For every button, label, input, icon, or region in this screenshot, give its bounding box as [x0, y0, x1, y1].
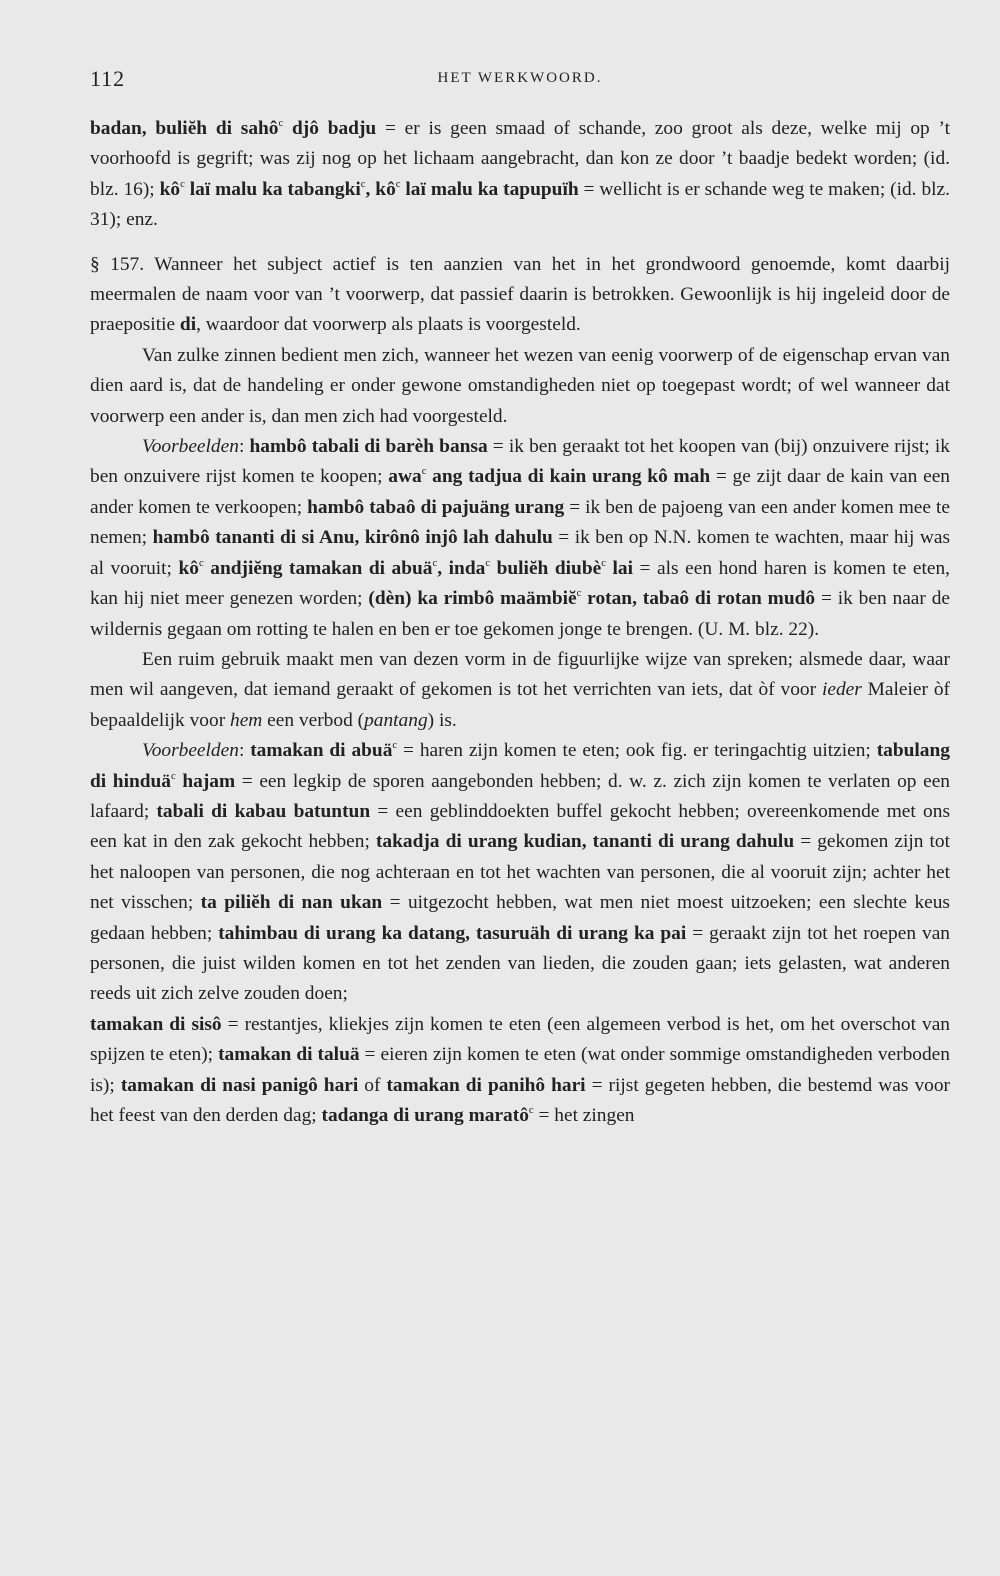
- superscript-marker: c: [360, 177, 366, 190]
- body-text: = ik ben op N.N. komen te wachten, maar hij was al vooruit;: [90, 527, 950, 579]
- malay-term: di: [179, 314, 197, 336]
- body-text: = ge zijt daar de kain van een ander komen te verkoopen;: [90, 466, 951, 518]
- paragraph: [90, 1010, 950, 1132]
- paragraph: [90, 341, 950, 432]
- superscript-marker: c: [392, 739, 398, 752]
- italic-text: Voorbeelden: [142, 436, 239, 458]
- malay-term: ang tadjua di kain urang kô mah: [426, 466, 711, 488]
- body-text: = er is geen smaad of schande, zoo groot als deze, welke mij op ’t voorhoofd is gegrift; was zij nog op het lichaam aangebracht, dan kon ze door ’t baadje bedekt worden; (id. blz. 16);: [90, 118, 950, 200]
- malay-term: tamakan di taluä: [218, 1044, 360, 1066]
- superscript-marker: c: [278, 117, 284, 129]
- paragraph: [90, 645, 950, 736]
- body-text: ) is.: [427, 709, 457, 731]
- malay-term: buliĕh diubè: [490, 557, 602, 579]
- body-text: = ik ben geraakt tot het koopen van (bij) onzuivere rijst; ik ben onzuivere rijst komen te koopen;: [90, 436, 951, 488]
- malay-term: , inda: [437, 557, 486, 579]
- superscript-marker: c: [395, 177, 401, 190]
- malay-term: takadja di urang kudian, tananti di urang dahulu: [375, 831, 795, 853]
- malay-term: rotan, tabaô di rotan mudô: [581, 588, 816, 610]
- malay-term: awa: [388, 466, 422, 488]
- malay-term: ta piliĕh di nan ukan: [200, 892, 383, 914]
- superscript-marker: c: [485, 556, 491, 569]
- body-text: = geraakt zijn tot het roepen van personen, die juist wilden komen en tot het zenden van lieden, die zouden gaan; iets gelasten, wat anderen reeds uit zich zelve zouden doen;: [90, 922, 950, 1005]
- malay-term: hambô tabali di barèh bansa: [249, 436, 488, 458]
- malay-term: tadanga di urang maratô: [321, 1105, 529, 1126]
- page-header: [90, 66, 950, 96]
- body-text: = het zingen: [533, 1105, 635, 1126]
- body-text: = uitgezocht hebben, wat men niet moest uitzoeken; een slechte keus gedaan hebben;: [90, 892, 950, 944]
- superscript-marker: c: [421, 465, 427, 478]
- malay-term: djô badju: [283, 118, 377, 139]
- body-text: = ik ben naar de wildernis gegaan om rotting te halen en ben er toe gekomen jonge te brengen. (U. M. blz. 22).: [90, 588, 951, 640]
- malay-term: tabulang di hinduä: [90, 740, 950, 792]
- malay-term: lai: [605, 557, 633, 579]
- body-text: = als een hond haren is komen te eten, kan hij niet meer genezen worden;: [90, 557, 951, 610]
- superscript-marker: c: [528, 1104, 534, 1116]
- malay-term: hambô tananti di si Anu, kirônô injô lah dahulu: [152, 527, 553, 549]
- body-text: een verbod (: [262, 709, 365, 731]
- body-text: of: [358, 1074, 387, 1096]
- malay-term: tamakan di nasi panigô hari: [120, 1074, 359, 1096]
- italic-text: Voorbeelden: [142, 740, 239, 762]
- paragraph: [90, 432, 950, 645]
- malay-term: hambô tabaô di pajuäng urang: [307, 496, 565, 518]
- body-text: § 157. Wanneer het subject actief is ten aanzien van het in het grondwoord genoemde, komt daarbij meermalen de naam voor van ’t voorwerp, dat passief daarin is betrokken. Gewoonlijk is hij ingeleid door de praepositie: [90, 253, 950, 336]
- body-text: Een ruim gebruik maakt men van dezen vorm in de figuurlijke wijze van spreken; alsmede daar, waar men wil aangeven, dat iemand geraakt of gekomen is tot het verrichten van iets, dat òf voor: [90, 648, 950, 701]
- body-text: = gekomen zijn tot het naloopen van personen, die nog achteraan en tot het wachten van personen, die al vooruit zijn; achter het net visschen;: [90, 831, 950, 914]
- body-text: Maleier òf bepaaldelijk voor: [90, 679, 950, 731]
- malay-term: tabali di kabau batuntun: [156, 800, 371, 822]
- malay-term: andjiĕng tamakan di abuä: [203, 557, 433, 579]
- superscript-marker: c: [180, 177, 185, 190]
- superscript-marker: c: [432, 556, 438, 569]
- body-text: , waardoor dat voorwerp als plaats is voorgesteld.: [196, 314, 581, 336]
- superscript-marker: c: [198, 556, 204, 569]
- superscript-marker: c: [171, 769, 176, 782]
- running-title: HET WERKWOORD.: [437, 70, 603, 86]
- paragraph: [90, 736, 950, 1010]
- paragraph: [90, 250, 950, 341]
- malay-term: tamakan di panihô hari: [386, 1074, 586, 1096]
- body-text: = rijst gegeten hebben, die bestemd was voor het feest van den derden dag;: [90, 1074, 950, 1126]
- malay-term: laï malu ka tabangki: [184, 178, 361, 200]
- italic-text: ieder: [821, 679, 862, 701]
- body-text: :: [238, 436, 250, 458]
- body-text: :: [238, 740, 251, 762]
- malay-term: tamakan di abuä: [250, 740, 393, 762]
- body-text: = restantjes, kliekjes zijn komen te eten (een algemeen verbod is het, om het overschot van spijzen te eten);: [90, 1013, 950, 1066]
- paragraph: [90, 114, 950, 236]
- body-text: = eieren zijn komen te eten (wat onder sommige omstandigheden verboden is);: [90, 1044, 950, 1096]
- malay-term: tamakan di sisô: [90, 1013, 222, 1035]
- malay-term: hajam: [175, 770, 236, 792]
- malay-term: kô: [178, 557, 199, 579]
- body-text: = een geblinddoekten buffel gekocht hebben; overeenkomende met ons een kat in den zak gekocht hebben;: [90, 800, 950, 853]
- italic-text: pantang: [364, 709, 428, 731]
- malay-term: kô: [159, 178, 181, 200]
- malay-term: , kô: [365, 178, 396, 200]
- superscript-marker: c: [576, 587, 582, 600]
- page-number: 112: [90, 66, 126, 91]
- malay-term: tahimbau di urang ka datang, tasuruäh di urang ka pai: [218, 922, 687, 944]
- superscript-marker: c: [601, 556, 606, 569]
- body-text: Van zulke zinnen bedient men zich, wanneer het wezen van eenig voorwerp of de eigenschap ervan van dien aard is, dat de handeling er onder gewone omstandigheden niet op toegepast wordt; of wel wanneer dat voorwerp een ander is, dan men zich had voorgesteld.: [90, 344, 950, 427]
- body-text: = ik ben de pajoeng van een ander komen mee te nemen;: [90, 496, 951, 549]
- italic-text: hem: [230, 709, 263, 731]
- body-text: = haren zijn komen te eten; ook fig. er teringachtig uitzien;: [397, 740, 877, 762]
- body-text: = wellicht is er schande weg te maken; (id. blz. 31); enz.: [90, 178, 950, 231]
- malay-term: laï malu ka tapupuïh: [400, 178, 579, 200]
- page-body: [90, 114, 950, 1131]
- malay-term: (dèn) ka rimbô maämbiĕ: [368, 588, 577, 610]
- malay-term: badan, buliĕh di sahô: [90, 118, 279, 139]
- body-text: = een legkip de sporen aangebonden hebben; d. w. z. zich zijn komen te verlaten op een lafaard;: [90, 770, 950, 822]
